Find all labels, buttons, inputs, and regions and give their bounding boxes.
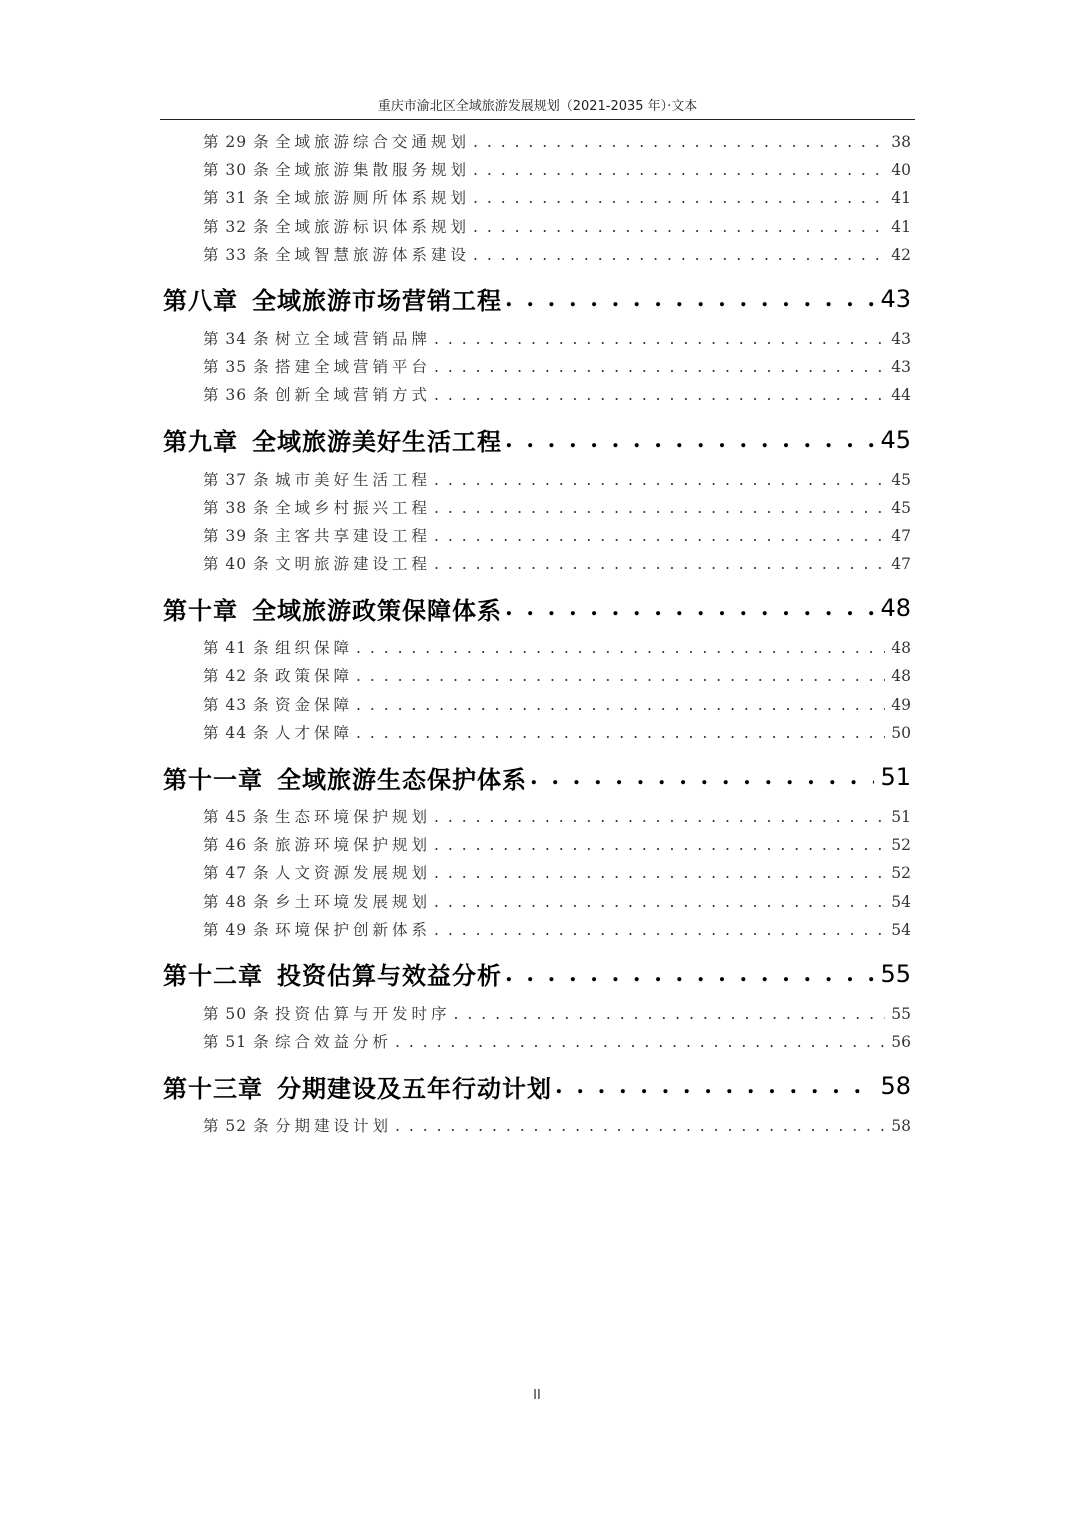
- chapter-label: 第十一章: [163, 764, 263, 794]
- article-number: 第 46 条: [203, 836, 270, 855]
- toc-article-entry[interactable]: [163, 468, 911, 496]
- article-number: 第 48 条: [203, 892, 270, 911]
- chapter-title: 全域旅游市场营销工程: [252, 286, 502, 316]
- toc-chapter-entry[interactable]: [163, 412, 911, 468]
- dot-leader: [505, 286, 874, 312]
- dot-leader: [505, 961, 874, 987]
- chapter-page-number: 45: [880, 425, 911, 454]
- article-number: 第 43 条: [203, 695, 270, 714]
- dot-leader: [434, 499, 885, 517]
- article-title: 全域旅游标识体系规划: [275, 217, 471, 236]
- chapter-title: 全域旅游美好生活工程: [252, 427, 502, 456]
- article-title: 人文资源发展规划: [275, 864, 432, 883]
- dot-leader: [505, 427, 874, 453]
- article-page-number: 50: [891, 723, 911, 742]
- chapter-label: 第十二章: [163, 961, 263, 991]
- article-title: 综合效益分析: [275, 1033, 393, 1052]
- toc-article-entry[interactable]: [163, 524, 911, 552]
- article-page-number: 40: [891, 161, 911, 180]
- toc-article-entry[interactable]: [163, 861, 911, 889]
- toc-article-entry[interactable]: [163, 186, 911, 214]
- article-page-number: 48: [891, 667, 911, 686]
- article-title: 全域旅游集散服务规划: [275, 161, 471, 180]
- article-number: 第 37 条: [203, 470, 270, 489]
- toc-article-entry[interactable]: [163, 693, 911, 721]
- article-title: 人才保障: [275, 723, 354, 742]
- article-page-number: 54: [891, 892, 911, 911]
- article-title: 投资估算与开发时序: [275, 1004, 451, 1023]
- chapter-page-number: 43: [880, 284, 911, 313]
- chapter-page-number: 51: [880, 763, 911, 791]
- dot-leader: [434, 921, 885, 939]
- article-title: 全域旅游厕所体系规划: [275, 189, 471, 208]
- dot-leader: [505, 595, 874, 621]
- toc-article-entry[interactable]: [163, 552, 911, 580]
- article-page-number: 43: [891, 329, 911, 348]
- article-title: 乡土环境发展规划: [275, 892, 432, 911]
- chapter-title: 分期建设及五年行动计划: [277, 1073, 552, 1103]
- toc-article-entry[interactable]: [163, 664, 911, 692]
- dot-leader: [434, 527, 885, 545]
- dot-leader: [530, 764, 874, 790]
- chapter-label: 第十章: [163, 595, 238, 625]
- dot-leader: [434, 808, 885, 826]
- article-page-number: 48: [891, 639, 911, 658]
- dot-leader: [356, 639, 885, 657]
- article-number: 第 49 条: [203, 920, 270, 939]
- article-page-number: 56: [891, 1033, 911, 1052]
- toc-article-entry[interactable]: [163, 1030, 911, 1058]
- toc-article-entry[interactable]: [163, 1002, 911, 1030]
- table-of-contents: [163, 130, 911, 1143]
- toc-chapter-entry[interactable]: [163, 749, 911, 805]
- article-page-number: 52: [891, 864, 911, 883]
- dot-leader: [434, 471, 885, 489]
- toc-article-entry[interactable]: [163, 215, 911, 243]
- dot-leader: [434, 386, 885, 404]
- article-page-number: 49: [891, 695, 911, 714]
- toc-article-entry[interactable]: [163, 721, 911, 749]
- article-title: 城市美好生活工程: [275, 470, 432, 489]
- chapter-title: 投资估算与效益分析: [277, 961, 502, 991]
- dot-leader: [434, 358, 885, 376]
- article-page-number: 43: [891, 358, 911, 377]
- article-page-number: 45: [891, 498, 911, 517]
- article-page-number: 51: [891, 808, 911, 826]
- article-number: 第 31 条: [203, 189, 270, 208]
- chapter-page-number: 58: [880, 1072, 911, 1101]
- toc-article-entry[interactable]: [163, 805, 911, 833]
- article-number: 第 50 条: [203, 1004, 270, 1023]
- running-header: 重庆市渝北区全域旅游发展规划（2021-2035 年）·文本: [377, 99, 698, 114]
- article-page-number: 58: [891, 1117, 911, 1136]
- article-title: 资金保障: [275, 695, 354, 714]
- article-title: 树立全域营销品牌: [275, 329, 432, 348]
- article-number: 第 45 条: [203, 808, 270, 826]
- dot-leader: [434, 893, 885, 911]
- chapter-label: 第十三章: [163, 1073, 263, 1103]
- article-number: 第 44 条: [203, 723, 270, 742]
- dot-leader: [356, 724, 885, 742]
- toc-chapter-entry[interactable]: [163, 271, 911, 327]
- article-page-number: 55: [891, 1004, 911, 1023]
- dot-leader: [356, 696, 885, 714]
- article-page-number: 47: [891, 526, 911, 545]
- dot-leader: [555, 1073, 874, 1099]
- dot-leader: [473, 161, 885, 179]
- article-page-number: 52: [891, 836, 911, 855]
- dot-leader: [434, 864, 885, 882]
- toc-chapter-entry[interactable]: [163, 580, 911, 636]
- toc-article-entry[interactable]: [163, 383, 911, 411]
- article-page-number: 38: [891, 133, 911, 151]
- toc-chapter-entry[interactable]: [163, 946, 911, 1002]
- toc-article-entry[interactable]: [163, 158, 911, 186]
- article-number: 第 35 条: [203, 358, 270, 377]
- header-rule: [160, 119, 915, 120]
- toc-article-entry[interactable]: [163, 918, 911, 946]
- toc-article-entry[interactable]: [163, 327, 911, 355]
- article-number: 第 40 条: [203, 555, 270, 574]
- toc-chapter-entry[interactable]: [163, 1058, 911, 1114]
- article-number: 第 38 条: [203, 498, 270, 517]
- article-title: 全域智慧旅游体系建设: [275, 245, 471, 264]
- article-title: 全域旅游综合交通规划: [275, 133, 471, 151]
- dot-leader: [473, 133, 885, 151]
- article-number: 第 42 条: [203, 667, 270, 686]
- article-number: 第 51 条: [203, 1033, 270, 1052]
- article-page-number: 44: [891, 386, 911, 405]
- toc-article-entry[interactable]: [163, 130, 911, 158]
- page-number: II: [533, 1388, 541, 1403]
- article-number: 第 32 条: [203, 217, 270, 236]
- dot-leader: [473, 246, 885, 264]
- article-page-number: 42: [891, 245, 911, 264]
- article-page-number: 47: [891, 555, 911, 574]
- article-title: 环境保护创新体系: [275, 920, 432, 939]
- dot-leader: [434, 330, 885, 348]
- dot-leader: [434, 836, 885, 854]
- article-title: 创新全域营销方式: [275, 386, 432, 405]
- dot-leader: [434, 555, 885, 573]
- article-page-number: 45: [891, 470, 911, 489]
- article-page-number: 41: [891, 217, 911, 236]
- dot-leader: [454, 1005, 885, 1023]
- dot-leader: [473, 189, 885, 207]
- chapter-title: 全域旅游生态保护体系: [277, 764, 527, 794]
- article-title: 旅游环境保护规划: [275, 836, 432, 855]
- article-number: 第 47 条: [203, 864, 270, 883]
- article-number: 第 39 条: [203, 526, 270, 545]
- article-number: 第 29 条: [203, 133, 270, 151]
- article-page-number: 41: [891, 189, 911, 208]
- dot-leader: [395, 1033, 885, 1051]
- toc-article-entry[interactable]: [163, 636, 911, 664]
- toc-article-entry[interactable]: [163, 1114, 911, 1142]
- article-title: 政策保障: [275, 667, 354, 686]
- article-title: 主客共享建设工程: [275, 526, 432, 545]
- article-number: 第 41 条: [203, 639, 270, 658]
- article-title: 组织保障: [275, 639, 354, 658]
- article-title: 搭建全域营销平台: [275, 358, 432, 377]
- article-title: 生态环境保护规划: [275, 808, 432, 826]
- article-title: 全域乡村振兴工程: [275, 498, 432, 517]
- chapter-title: 全域旅游政策保障体系: [252, 595, 502, 625]
- toc-article-entry[interactable]: [163, 833, 911, 861]
- article-number: 第 30 条: [203, 161, 270, 180]
- article-title: 分期建设计划: [275, 1117, 393, 1136]
- chapter-label: 第八章: [163, 286, 238, 316]
- toc-article-entry[interactable]: [163, 496, 911, 524]
- chapter-page-number: 55: [880, 959, 911, 988]
- toc-article-entry[interactable]: [163, 890, 911, 918]
- chapter-label: 第九章: [163, 427, 238, 456]
- article-page-number: 54: [891, 920, 911, 939]
- article-number: 第 33 条: [203, 245, 270, 264]
- dot-leader: [356, 667, 885, 685]
- article-number: 第 34 条: [203, 329, 270, 348]
- dot-leader: [473, 218, 885, 236]
- chapter-page-number: 48: [880, 594, 911, 623]
- article-number: 第 52 条: [203, 1117, 270, 1136]
- article-title: 文明旅游建设工程: [275, 555, 432, 574]
- dot-leader: [395, 1117, 885, 1135]
- toc-article-entry[interactable]: [163, 355, 911, 383]
- toc-article-entry[interactable]: [163, 243, 911, 271]
- article-number: 第 36 条: [203, 386, 270, 405]
